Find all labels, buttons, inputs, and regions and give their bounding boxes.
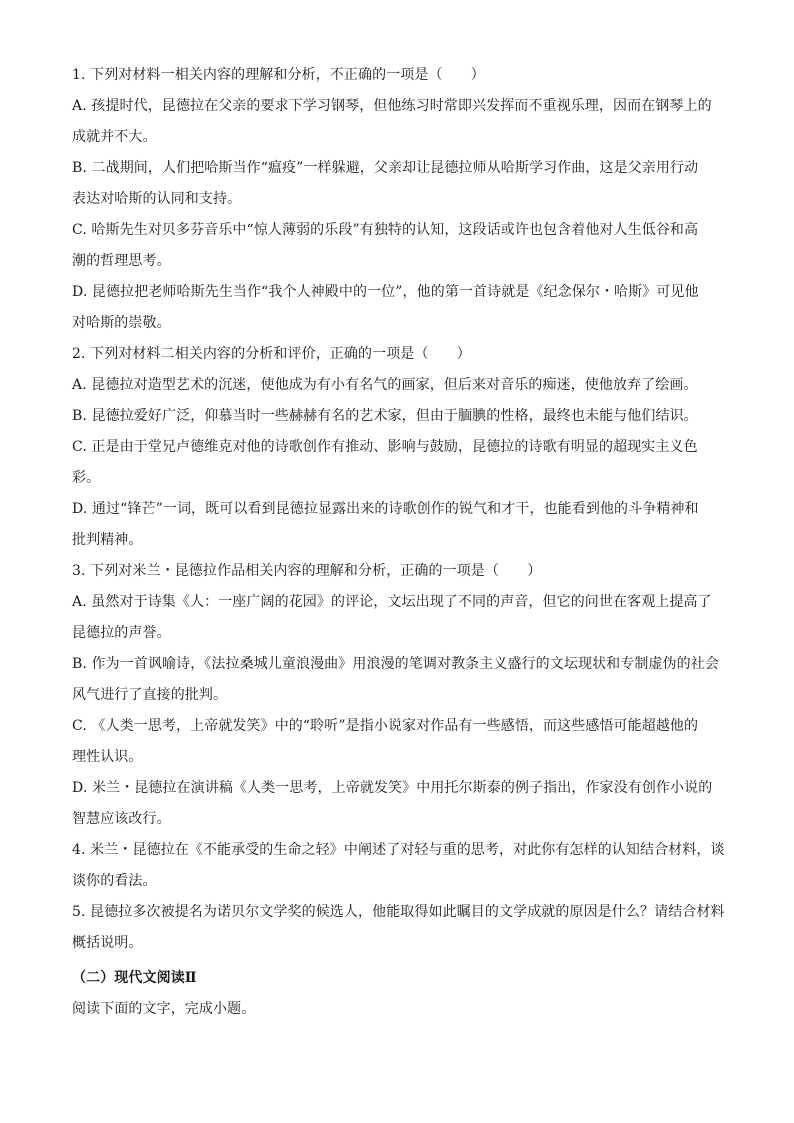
question-5 <box>72 897 725 959</box>
text-line: B. 作为一首讽喻诗，《法拉桑城儿童浪漫曲》用浪漫的笔调对教条主义盛行的文坛现状和专制虚伪的社会 <box>72 656 719 672</box>
text-line: A. 孩提时代，昆德拉在父亲的要求下学习钢琴，但他练习时常即兴发挥而不重视乐理，因而在钢琴上的 <box>72 98 712 114</box>
text-line: D. 昆德拉把老师哈斯先生当作“我个人神殿中的一位”，他的第一首诗就是《纪念保尔・哈斯》可见他 <box>72 284 699 300</box>
text-line: C. 哈斯先生对贝多芬音乐中“惊人薄弱的乐段”有独特的认知，这段话或许也包含着他对人生低谷和高 <box>72 222 699 238</box>
text-line: 4. 米兰・昆德拉在《不能承受的生命之轻》中阐述了对轻与重的思考，对此你有怎样的认知结合材料，谈 <box>72 842 725 858</box>
question-3-option-b <box>72 649 722 711</box>
question-3-option-c <box>72 711 722 773</box>
text-line: 理性认识。 <box>72 749 143 765</box>
question-4 <box>72 835 725 897</box>
question-2-option-c <box>72 432 722 494</box>
question-2-option-d <box>72 494 722 556</box>
question-1-stem <box>72 60 722 91</box>
text-line: 表达对哈斯的认同和支持。 <box>72 191 242 207</box>
question-2-option-a <box>72 370 722 401</box>
text-line: 1. 下列对材料一相关内容的理解和分析，不正确的一项是（ ） <box>72 67 485 83</box>
text-line: 潮的哲理思考。 <box>72 253 171 269</box>
document-page <box>72 60 725 1025</box>
section-instruction: 阅读下面的文字，完成小题。 <box>72 1001 256 1017</box>
text-line: A. 昆德拉对造型艺术的沉迷，使他成为有小有名气的画家，但后来对音乐的痴迷，使他放弃了绘画。 <box>72 377 698 393</box>
text-line: 谈你的看法。 <box>72 873 157 889</box>
text-line: 彩。 <box>72 470 101 486</box>
text-line: 对哈斯的崇敬。 <box>72 315 171 331</box>
question-3-stem <box>72 556 722 587</box>
question-1-option-a <box>72 91 722 153</box>
text-line: A. 虽然对于诗集《人：一座广阔的花园》的评论，文坛出现了不同的声音，但它的问世在客观上提高了 <box>72 594 712 610</box>
text-line: D. 米兰・昆德拉在演讲稿《人类一思考，上帝就发笑》中用托尔斯泰的例子指出，作家没有创作小说的 <box>72 780 713 796</box>
text-line: 5. 昆德拉多次被提名为诺贝尔文学奖的候选人，他能取得如此瞩目的文学成就的原因是什么？请结合材料 <box>72 904 725 920</box>
question-1-option-b <box>72 153 722 215</box>
text-line: D. 通过“锋芒”一词，既可以看到昆德拉显露出来的诗歌创作的锐气和才干，也能看到他的斗争精神和 <box>72 501 699 517</box>
question-1-option-c <box>72 215 722 277</box>
text-line: 昆德拉的声誉。 <box>72 625 171 641</box>
text-line: B. 二战期间，人们把哈斯当作“瘟疫”一样躲避，父亲却让昆德拉师从哈斯学习作曲，这是父亲用行动 <box>72 160 699 176</box>
text-line: C. 正是由于堂兄卢德维克对他的诗歌创作有推动、影响与鼓励，昆德拉的诗歌有明显的超现实主义色 <box>72 439 698 455</box>
question-3-option-d <box>72 773 722 835</box>
text-line: 2. 下列对材料二相关内容的分析和评价，正确的一项是（ ） <box>72 346 471 362</box>
text-line: 风气进行了直接的批判。 <box>72 687 228 703</box>
question-2-stem <box>72 339 722 370</box>
text-line: 批判精神。 <box>72 532 143 548</box>
text-line: 成就并不大。 <box>72 129 157 145</box>
question-2-option-b <box>72 401 722 432</box>
question-1-option-d <box>72 277 722 339</box>
text-line: 智慧应该改行。 <box>72 811 171 827</box>
text-line: B. 昆德拉爱好广泛，仰慕当时一些赫赫有名的艺术家，但由于腼腆的性格，最终也未能与他们结识。 <box>72 408 698 424</box>
text-line: 3. 下列对米兰・昆德拉作品相关内容的理解和分析，正确的一项是（ ） <box>72 563 542 579</box>
section-title: （二）现代文阅读Ⅱ <box>72 970 197 986</box>
text-line: C. 《人类一思考，上帝就发笑》中的“聆听”是指小说家对作品有一些感悟，而这些感悟可能超越他的 <box>72 718 699 734</box>
question-3-option-a <box>72 587 722 649</box>
text-line: 概括说明。 <box>72 935 143 951</box>
